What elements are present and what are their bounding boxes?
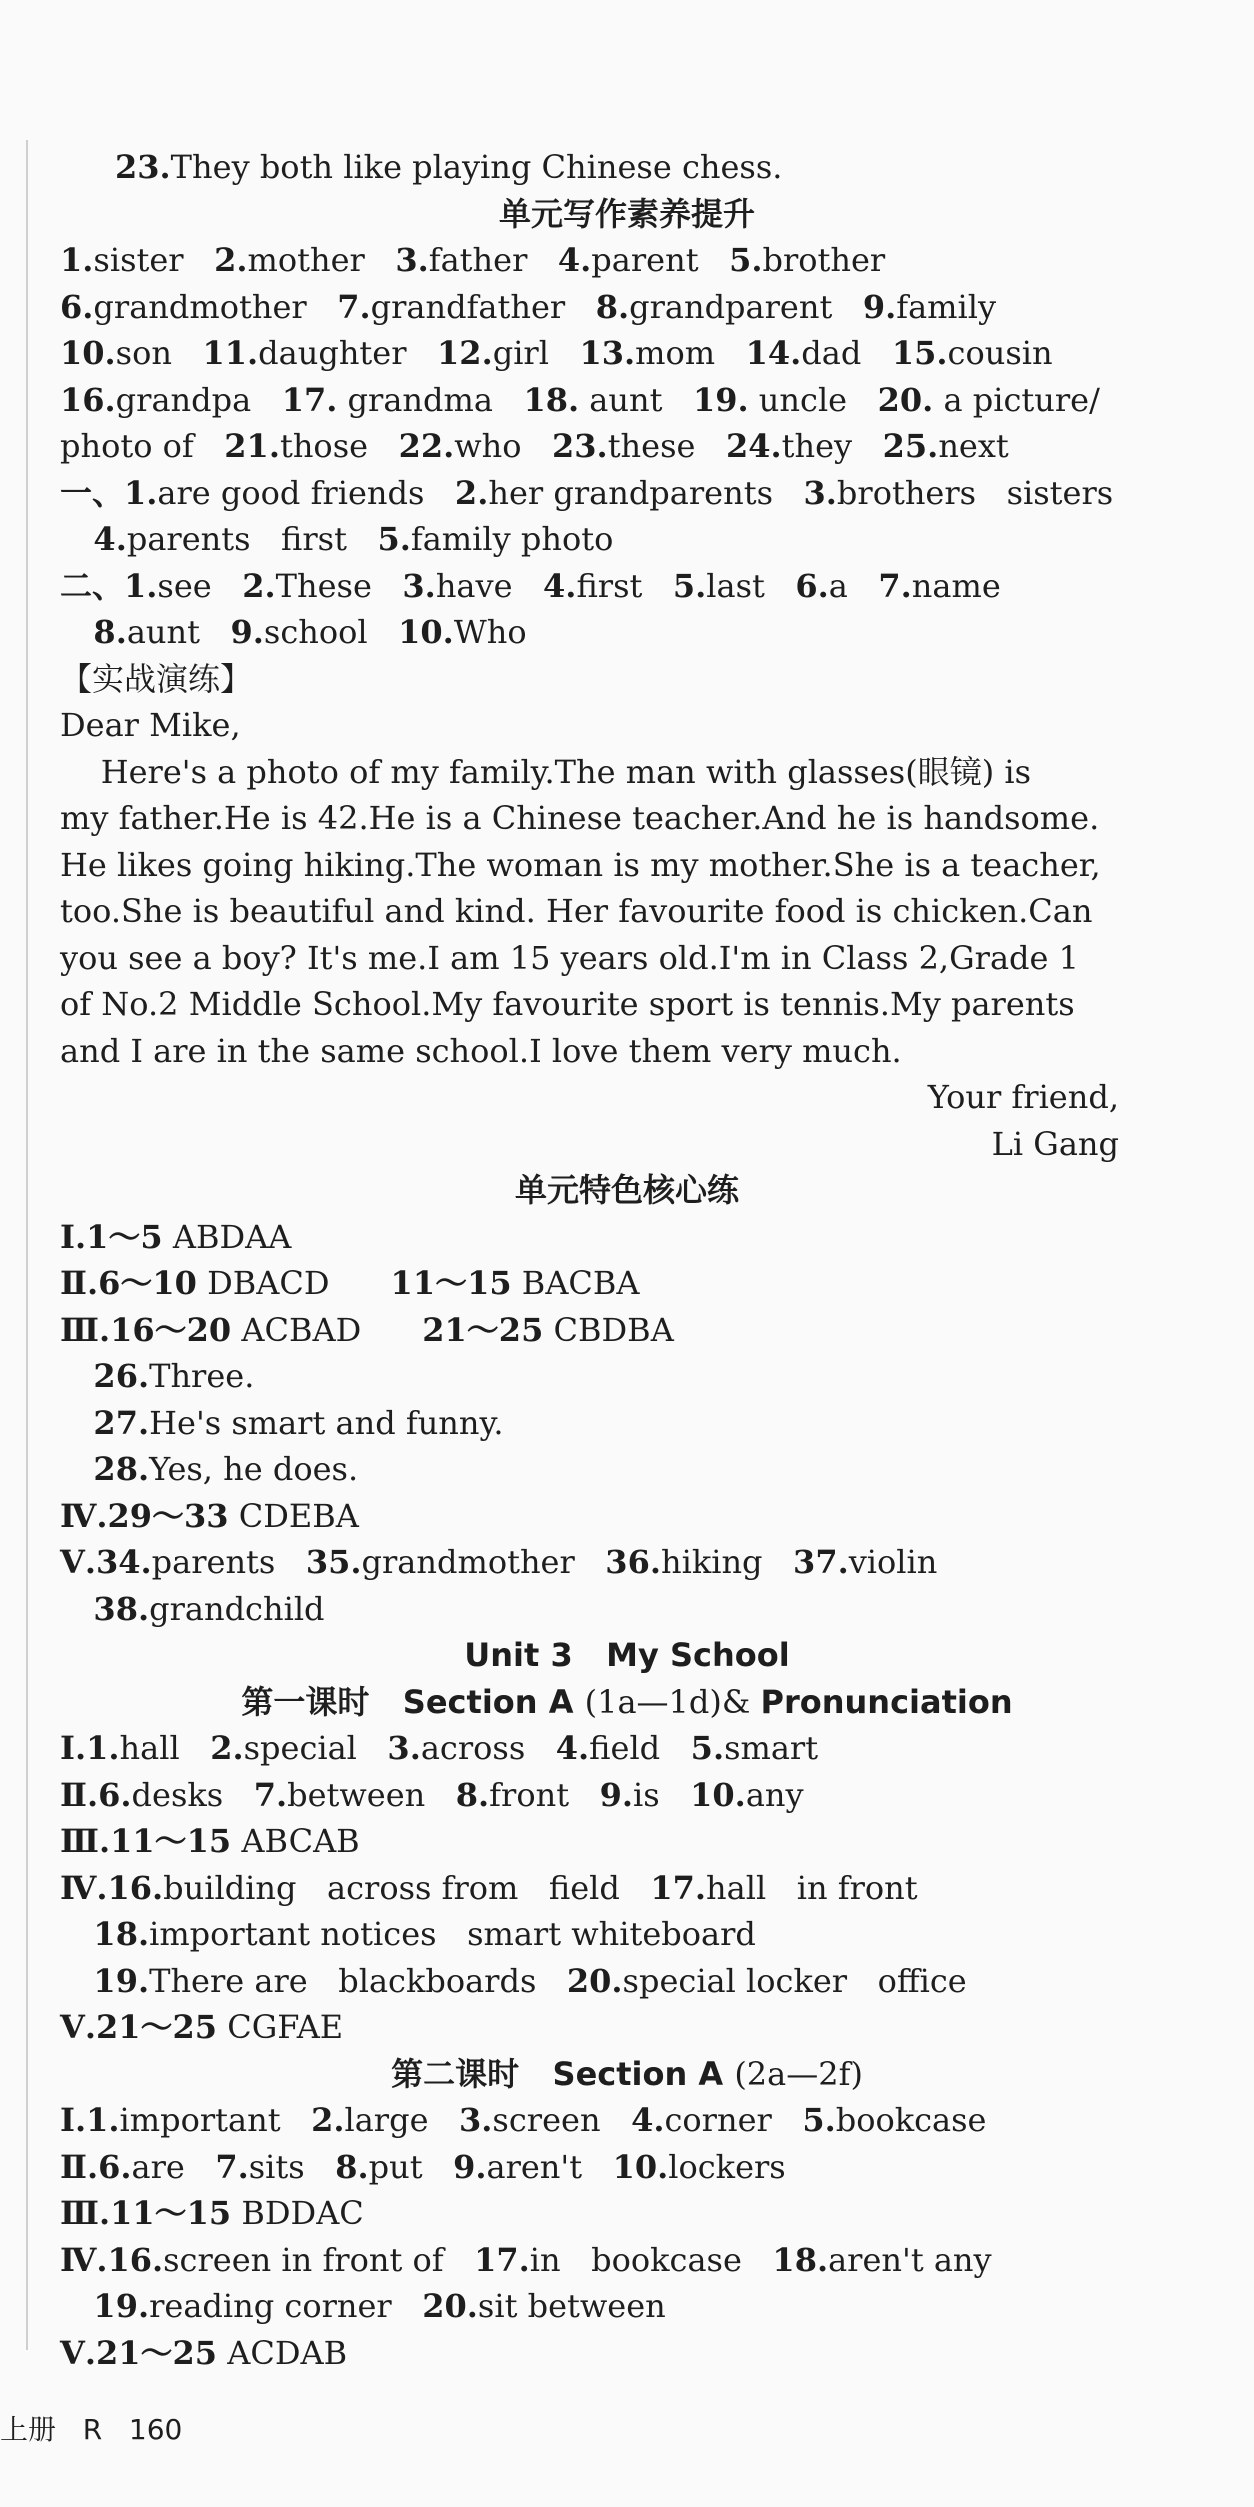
page-footer <box>0 2408 182 2448</box>
answer-number: 9. <box>453 2147 487 2186</box>
unit-title: Unit 3 My School <box>464 1636 790 1674</box>
answer-number: 23. <box>552 427 608 465</box>
answer-text: photo of <box>60 427 194 465</box>
answer-number: 3. <box>402 566 436 605</box>
practice-label: 【实战演练】 <box>60 659 253 698</box>
answer-line <box>60 1726 818 1770</box>
section-heading <box>0 1168 1254 1212</box>
answer-text: sister <box>93 241 184 279</box>
answer-number: Ⅳ.29～33 <box>60 1496 229 1535</box>
answer-line <box>60 1261 640 1305</box>
answer-number: 7. <box>215 2147 249 2186</box>
answer-number: 19. <box>60 1961 150 2000</box>
lesson-title-cn: 第二课时 <box>391 2054 553 2093</box>
answer-text: lockers <box>668 2147 786 2186</box>
answer-number: 27. <box>60 1403 150 1442</box>
answer-number: 2. <box>210 1729 244 1767</box>
answer-number: 22. <box>398 427 455 465</box>
answer-text: corner <box>664 2101 772 2139</box>
section-title: 单元写作素养提升 <box>498 194 755 233</box>
answer-text: violin <box>848 1543 938 1581</box>
answer-number: 7. <box>878 566 912 605</box>
footer-volume: 上册 <box>0 2413 57 2446</box>
answer-text: BDDAC <box>231 2194 364 2232</box>
answer-text: grandchild <box>149 1589 325 1628</box>
answer-text: These <box>275 566 372 605</box>
answer-text: daughter <box>258 334 407 372</box>
answer-text: hall <box>119 1729 180 1767</box>
answer-text: They both like playing Chinese chess. <box>170 148 783 186</box>
answer-number: 18. <box>523 380 580 419</box>
answer-text: grandfather <box>370 287 566 326</box>
answer-number: 11. <box>202 334 259 372</box>
answer-number: 4. <box>60 520 127 558</box>
answer-text: dad <box>801 334 862 372</box>
lesson-title-cn: 第一课时 <box>241 1682 403 1721</box>
answer-number: Ⅲ.16～20 <box>60 1310 232 1349</box>
answer-text: sit between <box>477 2287 666 2325</box>
answer-text: grandpa <box>115 380 252 419</box>
answer-number: 6. <box>795 566 829 605</box>
answer-number: 10. <box>690 1775 746 1814</box>
answer-text: ABCAB <box>231 1822 360 1860</box>
answer-number: 5. <box>377 520 411 558</box>
answer-line <box>60 2238 992 2282</box>
answer-text: parents <box>151 1543 276 1581</box>
answer-line <box>60 1401 504 1445</box>
answer-number: Ⅳ.16. <box>60 2240 164 2279</box>
answer-text: grandmother <box>361 1543 575 1581</box>
answer-text: Three. <box>149 1357 255 1395</box>
answer-number: Ⅰ.1～5 <box>60 1217 163 1256</box>
answer-text: aunt <box>579 380 663 419</box>
answer-line <box>60 424 1009 468</box>
answer-number: 1. <box>60 241 94 279</box>
answer-text: screen <box>492 2101 601 2139</box>
answer-text: a <box>828 566 848 605</box>
answer-number: Ⅱ.6. <box>60 1775 132 1814</box>
answer-text: reading corner <box>149 2287 392 2325</box>
answer-text: put <box>368 2147 423 2186</box>
answer-number: 26. <box>60 1357 150 1395</box>
answer-line <box>60 331 1053 375</box>
answer-number: 23. <box>115 148 171 186</box>
answer-number: 4. <box>555 1729 590 1767</box>
answer-number: 20. <box>422 2287 478 2325</box>
answer-number: 2. <box>311 2101 345 2139</box>
letter-body-line: and I are in the same school.I love them very much. <box>60 1031 902 1070</box>
answer-text: parent <box>591 241 699 279</box>
answer-number: 2. <box>214 241 248 279</box>
answer-text: Yes, he does. <box>149 1450 359 1488</box>
answer-text: next <box>938 427 1009 465</box>
answer-text: her grandparents <box>488 473 773 512</box>
answer-text: aunt <box>126 613 200 651</box>
section-heading <box>0 192 1254 236</box>
answer-text: ABDAA <box>162 1217 292 1256</box>
answer-number: 20. <box>877 380 934 419</box>
answer-text: last <box>706 566 765 605</box>
answer-line <box>60 285 996 329</box>
answer-text: CGFAE <box>217 2008 344 2046</box>
answer-line <box>60 2098 986 2142</box>
answer-number: 8. <box>335 2147 369 2186</box>
answer-line <box>60 1773 804 1817</box>
letter-body-line: He likes going hiking.The woman is my mother.She is a teacher, <box>60 845 1101 884</box>
answer-line <box>60 2191 364 2235</box>
answer-number: Ⅰ.1. <box>60 1729 120 1767</box>
answer-line <box>60 1494 359 1538</box>
answer-text: first <box>576 566 643 605</box>
page-number: 160 <box>128 2413 183 2446</box>
answer-number: Ⅳ.16. <box>60 1868 164 1907</box>
answer-text: brother <box>762 241 886 279</box>
answer-text: ACBAD <box>231 1310 392 1349</box>
answer-text: important notices smart whiteboard <box>149 1915 756 1953</box>
answer-text: building across from field <box>163 1868 620 1907</box>
answer-number: 4. <box>631 2101 665 2139</box>
answer-number: 19. <box>692 380 749 419</box>
answer-number: 10. <box>398 613 454 651</box>
footer-edition: R <box>82 2413 103 2446</box>
answer-text: desks <box>131 1775 224 1814</box>
answer-number: Ⅲ.11～15 <box>60 1822 232 1860</box>
answer-text: DBACD <box>196 1264 361 1302</box>
letter-body-line: of No.2 Middle School.My favourite sport is tennis.My parents <box>60 985 1075 1023</box>
answer-text: name <box>911 566 1001 605</box>
answer-text: girl <box>492 334 549 372</box>
answer-line <box>60 238 885 282</box>
answer-text: son <box>115 334 172 372</box>
answer-text: see <box>157 566 212 605</box>
answer-number: 5. <box>672 566 707 605</box>
answer-text: family photo <box>410 520 614 558</box>
answer-number: Ⅱ.6. <box>60 2147 132 2186</box>
letter-body-line: too.She is beautiful and kind. Her favourite food is chicken.Can <box>60 892 1093 930</box>
answer-line <box>60 471 1113 515</box>
answer-number: 3. <box>387 1729 421 1767</box>
answer-text: are good friends <box>157 473 425 512</box>
answer-number: Ⅲ.11～15 <box>60 2194 232 2232</box>
answer-number: 28. <box>60 1450 150 1488</box>
lesson-range: (2a—2f) <box>734 2054 863 2093</box>
answer-number: 6. <box>60 287 94 326</box>
answer-text: special locker office <box>622 1961 967 2000</box>
answer-line <box>60 1866 918 1910</box>
letter-signature: Li Gang <box>991 1124 1119 1163</box>
answer-text: cousin <box>947 334 1053 372</box>
answer-number: 37. <box>793 1543 849 1581</box>
answer-line <box>60 1587 325 1631</box>
answer-line <box>60 2145 786 2189</box>
answer-line <box>60 2284 666 2328</box>
answer-text: school <box>263 613 368 651</box>
answer-number: 2. <box>242 566 276 605</box>
answer-text: CBDBA <box>543 1310 674 1349</box>
answer-text: aren't <box>486 2147 583 2186</box>
answer-number: 8. <box>595 287 630 326</box>
answer-line <box>60 1959 967 2003</box>
answer-number: 15. <box>891 334 948 372</box>
answer-number: 9. <box>230 613 264 651</box>
answer-text: a picture/ <box>933 380 1100 419</box>
answer-number: 21. <box>224 427 280 465</box>
answer-text: aren't any <box>828 2240 992 2279</box>
answer-line <box>60 2331 347 2375</box>
answer-text: is <box>632 1775 660 1814</box>
letter-greeting: Dear Mike, <box>60 706 241 744</box>
answer-number: 25. <box>882 427 939 465</box>
answer-number: 21～25 <box>422 1310 544 1349</box>
answer-text: He's smart and funny. <box>149 1403 504 1442</box>
section-title: 单元特色核心练 <box>514 1171 739 1209</box>
lesson-heading <box>0 2052 1254 2096</box>
answer-number: 35. <box>305 1543 362 1581</box>
answer-line <box>60 1308 674 1352</box>
answer-text: across <box>420 1729 526 1767</box>
answer-number: 一、1. <box>60 473 158 512</box>
answer-number: Ⅴ.21～25 <box>60 2333 218 2372</box>
answer-line <box>60 564 1001 608</box>
answer-number: 9. <box>599 1775 633 1814</box>
answer-line <box>60 1540 937 1584</box>
answer-number: 3. <box>803 473 837 512</box>
answer-number: 11～15 <box>390 1264 512 1302</box>
answer-number: 5. <box>802 2101 836 2139</box>
answer-number: 8. <box>455 1775 490 1814</box>
answer-number: 14. <box>745 334 802 372</box>
answer-number: 2. <box>454 473 489 512</box>
answer-text: brothers sisters <box>836 473 1114 512</box>
answer-number: 7. <box>253 1775 288 1814</box>
answer-line <box>60 1215 291 1259</box>
answer-number: Ⅱ.6～10 <box>60 1264 197 1302</box>
answer-text: those <box>279 427 369 465</box>
answer-text: mom <box>635 334 716 372</box>
answer-number: 18. <box>60 1915 150 1953</box>
answer-line <box>60 1819 360 1863</box>
answer-number: 20. <box>566 1961 623 2000</box>
answer-text: important <box>119 2101 281 2139</box>
answer-text: uncle <box>748 380 848 419</box>
answer-text: front <box>489 1775 570 1814</box>
lesson-range: (1a—1d)& <box>584 1682 761 1721</box>
answer-line <box>60 1354 254 1398</box>
answer-line <box>60 2005 343 2049</box>
answer-text: field <box>589 1729 661 1767</box>
answer-text: bookcase <box>835 2101 987 2139</box>
answer-number: 3. <box>395 241 429 279</box>
answer-line <box>60 1447 358 1491</box>
answer-number: 10. <box>612 2147 669 2186</box>
answer-number: 18. <box>772 2240 829 2279</box>
answer-number: 9. <box>862 287 897 326</box>
answer-text: grandma <box>337 380 493 419</box>
answer-number: 24. <box>725 427 782 465</box>
answer-line <box>115 145 782 189</box>
answer-text: any <box>745 1775 804 1814</box>
answer-text: are <box>131 2147 185 2186</box>
letter-body-line: my father.He is 42.He is a Chinese teacher.And he is handsome. <box>60 799 1100 837</box>
answer-text: they <box>781 427 853 465</box>
answer-text: ACDAB <box>217 2333 348 2372</box>
answer-line <box>60 1912 756 1956</box>
answer-number: 17. <box>474 2240 530 2279</box>
answer-text: sits <box>248 2147 305 2186</box>
answer-number: 3. <box>459 2101 493 2139</box>
answer-number: 4. <box>543 566 577 605</box>
answer-number: Ⅴ.21～25 <box>60 2008 218 2046</box>
answer-text: There are blackboards <box>149 1961 537 2000</box>
answer-text: Who <box>453 613 527 651</box>
answer-number: 12. <box>437 334 493 372</box>
lesson-section: Section A <box>552 2054 735 2093</box>
answer-line <box>60 517 613 561</box>
answer-text: family <box>896 287 997 326</box>
answer-text: grandmother <box>93 287 307 326</box>
answer-number: 36. <box>605 1543 661 1581</box>
lesson-section: Section A <box>402 1682 585 1721</box>
answer-text: who <box>454 427 522 465</box>
answer-text: hiking <box>660 1543 763 1581</box>
answer-text: grandparent <box>629 287 833 326</box>
letter-body-line: Here's a photo of my family.The man with glasses(眼镜) is <box>60 752 1032 791</box>
answer-number: Ⅴ.34. <box>60 1543 152 1581</box>
answer-text: parents first <box>126 520 347 558</box>
answer-text: BACBA <box>511 1264 640 1302</box>
answer-number: 13. <box>579 334 636 372</box>
answer-number: 17. <box>650 1868 707 1907</box>
answer-text: screen in front of <box>163 2240 444 2279</box>
letter-closing: Your friend, <box>927 1078 1119 1116</box>
answer-number: 4. <box>557 241 592 279</box>
answer-number: 二、1. <box>60 566 158 605</box>
answer-text: hall in front <box>706 1868 918 1907</box>
answer-number: 16. <box>60 380 116 419</box>
answer-number: 19. <box>60 2287 150 2325</box>
answer-text: these <box>607 427 696 465</box>
answer-text: in bookcase <box>529 2240 742 2279</box>
answer-number: 7. <box>337 287 371 326</box>
answer-number: 17. <box>281 380 338 419</box>
answer-line <box>60 610 527 654</box>
answer-line <box>60 378 1100 422</box>
answer-number: 5. <box>690 1729 725 1767</box>
lesson-extra: Pronunciation <box>760 1682 1013 1721</box>
answer-number: 10. <box>60 334 116 372</box>
answer-text: smart <box>724 1729 819 1767</box>
answer-text: father <box>428 241 528 279</box>
letter-body-line: you see a boy? It's me.I am 15 years old.I'm in Class 2,Grade 1 <box>60 938 1079 977</box>
answer-number: 5. <box>729 241 763 279</box>
answer-text: between <box>287 1775 426 1814</box>
answer-number: Ⅰ.1. <box>60 2101 120 2139</box>
answer-number: 38. <box>60 1589 150 1628</box>
answer-number: 8. <box>60 613 127 651</box>
answer-text: have <box>435 566 513 605</box>
answer-text: large <box>344 2101 429 2139</box>
lesson-heading <box>0 1680 1254 1724</box>
answer-text: CDEBA <box>228 1496 359 1535</box>
unit-heading <box>0 1633 1254 1677</box>
answer-text: mother <box>247 241 365 279</box>
answer-text: special <box>243 1729 357 1767</box>
page-edge-rule <box>26 140 28 2350</box>
